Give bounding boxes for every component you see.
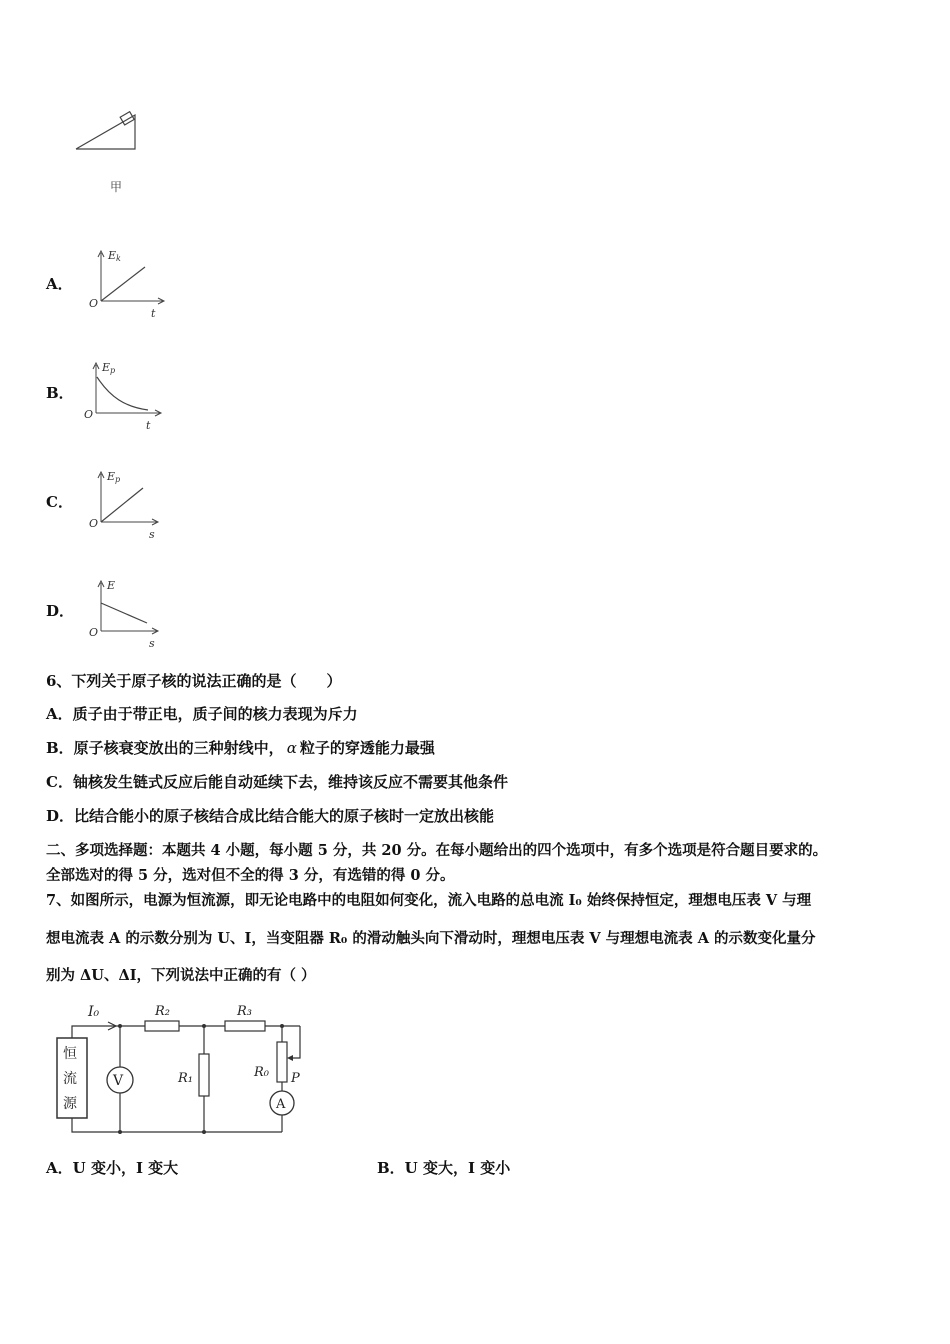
- q7-option-a: A．U 变小，I 变大: [46, 1159, 179, 1177]
- r2-label: R₂: [155, 1004, 170, 1019]
- e-decreasing-line: [101, 603, 147, 623]
- incline-outline: [76, 115, 135, 149]
- option-d-graph: [85, 573, 170, 653]
- q7-line2: 想电流表 A 的示数分别为 U、I，当变阻器 R₀ 的滑动触头向下滑动时，理想电压表 V 与理想电流表 A 的示数变化量分: [46, 930, 816, 947]
- option-c-letter: C．: [46, 493, 73, 511]
- voltmeter-label: V: [113, 1073, 124, 1089]
- y-axis-label: E: [107, 579, 116, 592]
- origin-label: O: [89, 297, 99, 310]
- svg-text:Ep: [106, 470, 120, 484]
- y-axis-label: E: [107, 470, 116, 483]
- origin-label: O: [89, 517, 99, 530]
- resistor-r1: [199, 1054, 209, 1096]
- circuit-diagram: [50, 998, 320, 1140]
- y-axis-label: E: [102, 361, 111, 374]
- figure-caption-jia: 甲: [110, 180, 123, 194]
- q7-line3: 别为 ΔU、ΔI，下列说法中正确的有（ ）: [46, 967, 316, 984]
- alpha-symbol: α: [286, 739, 297, 757]
- q7-line1: 7、如图所示，电源为恒流源，即无论电路中的电阻如何变化，流入电路的总电流 I₀ 始终保持恒定，理想电压表 V 与理: [46, 892, 812, 909]
- ek-linear-line: [101, 267, 145, 301]
- option-a-graph: [85, 243, 170, 323]
- q6-option-d: D．比结合能小的原子核结合成比结合能大的原子核时一定放出核能: [46, 807, 495, 825]
- option-d-letter: D．: [46, 602, 75, 620]
- x-axis-label: s: [149, 637, 155, 650]
- option-b-graph: [80, 355, 170, 435]
- current-i0-label: I₀: [88, 1004, 100, 1020]
- rheostat-r0: [277, 1042, 287, 1082]
- svg-text:Ek: [107, 249, 121, 263]
- source-char-1: 恒: [63, 1046, 77, 1062]
- section2-line1: 二、多项选择题：本题共 4 小题，每小题 5 分，共 20 分。在每小题给出的四个选项中，有多个选项是符合题目要求的。: [46, 842, 828, 859]
- q7-option-b: B．U 变大，I 变小: [377, 1159, 511, 1177]
- option-b-letter: B．: [46, 384, 74, 402]
- x-axis-label: s: [149, 528, 155, 541]
- y-axis-sub: p: [110, 366, 116, 375]
- ammeter-label: A: [276, 1097, 286, 1112]
- slider-contact-p: [287, 1055, 293, 1061]
- y-axis-sub: p: [115, 475, 121, 484]
- x-axis-label: t: [151, 307, 156, 320]
- origin-label: O: [84, 408, 94, 421]
- resistor-r3: [225, 1021, 265, 1031]
- option-a-letter: A．: [46, 275, 73, 293]
- slider-p-label: P: [291, 1071, 300, 1086]
- incline-figure: [60, 105, 160, 200]
- q6-option-b-pre: B．原子核衰变放出的三种射线中，: [46, 739, 284, 757]
- ep-decay-curve: [97, 377, 148, 410]
- r1-label: R₁: [178, 1071, 193, 1086]
- option-c-graph: [85, 464, 170, 544]
- resistor-r2: [145, 1021, 179, 1031]
- source-char-3: 源: [63, 1096, 77, 1112]
- q6-option-b-post: 粒子的穿透能力最强: [299, 739, 435, 757]
- q6-option-b: [46, 738, 435, 758]
- y-axis-label: E: [108, 249, 117, 262]
- x-axis-label: t: [146, 419, 151, 432]
- source-char-2: 流: [63, 1071, 77, 1087]
- origin-label: O: [89, 626, 99, 639]
- q6-stem: 6、下列关于原子核的说法正确的是（ ）: [46, 672, 342, 690]
- ep-linear-line: [101, 488, 143, 522]
- section2-line2: 全部选对的得 5 分，选对但不全的得 3 分，有选错的得 0 分。: [46, 867, 455, 884]
- y-axis-sub: k: [116, 254, 121, 263]
- q6-option-a: A．质子由于带正电，质子间的核力表现为斥力: [46, 705, 358, 723]
- r3-label: R₃: [237, 1004, 252, 1019]
- q6-option-c: C．铀核发生链式反应后能自动延续下去，维持该反应不需要其他条件: [46, 773, 508, 791]
- svg-text:Ep: [101, 361, 115, 375]
- r0-label: R₀: [254, 1065, 269, 1080]
